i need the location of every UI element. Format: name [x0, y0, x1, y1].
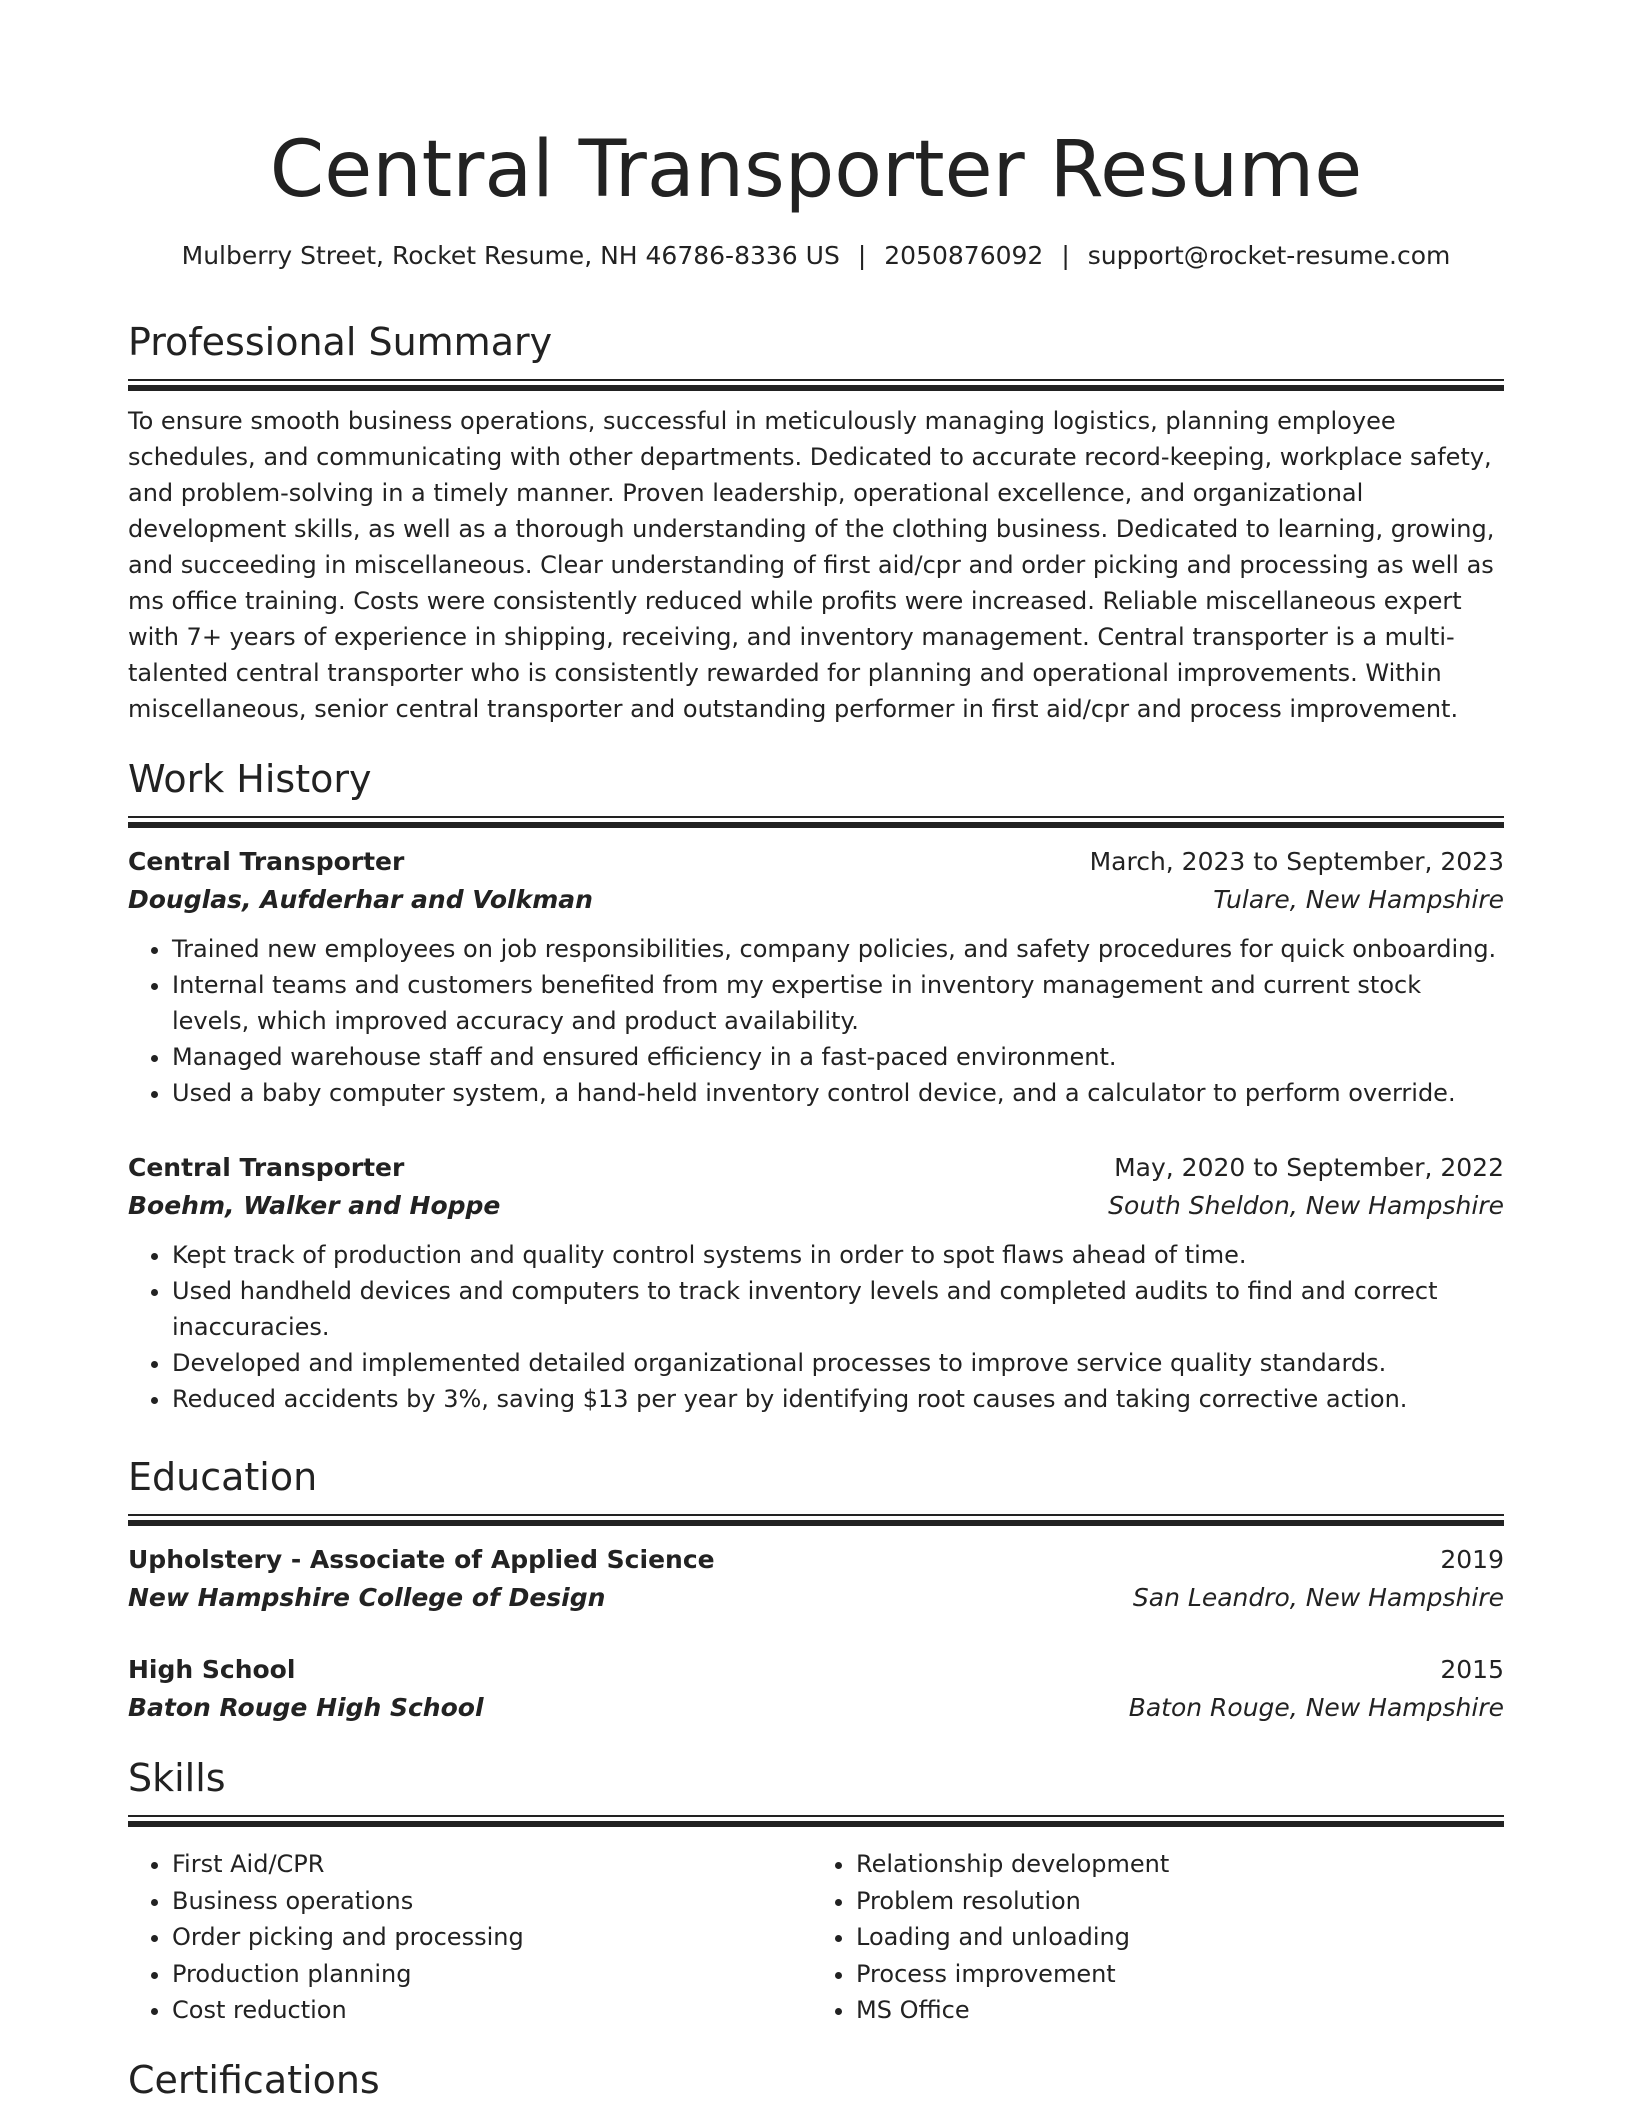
education-entry	[128, 1651, 1504, 1727]
job-location: South Sheldon, New Hampshire	[1108, 1191, 1504, 1220]
education-header	[128, 1651, 1504, 1689]
skill-item: • Relationship development	[856, 1846, 1496, 1883]
job-header	[128, 1149, 1504, 1187]
education-header	[128, 1541, 1504, 1579]
section-work-history	[128, 754, 1504, 830]
job-title: Central Transporter	[128, 1153, 405, 1182]
job-dates: May, 2020 to September, 2022	[1114, 1153, 1504, 1182]
job-bullet-list	[128, 931, 1504, 1111]
education-location: Baton Rouge, New Hampshire	[1128, 1693, 1504, 1722]
list-item: • Internal teams and customers benefited from my expertise in inventory management and current stock levels, which improved accuracy and product availability.	[172, 967, 1504, 1039]
job-subheader	[128, 881, 1504, 919]
education-school: New Hampshire College of Design	[128, 1583, 606, 1612]
job-entry	[128, 1149, 1504, 1417]
section-heading: Professional Summary	[128, 320, 553, 364]
contact-separator: |	[857, 241, 867, 270]
education-subheader	[128, 1689, 1504, 1727]
section-heading: Certifications	[128, 2058, 380, 2102]
skills-columns	[128, 1846, 1504, 2029]
education-degree: High School	[128, 1655, 296, 1684]
section-heading: Work History	[128, 757, 372, 801]
contact-line	[128, 238, 1504, 274]
contact-address: Mulberry Street, Rocket Resume, NH 46786-8336 US	[181, 241, 840, 270]
section-skills	[128, 1753, 1504, 1829]
section-divider	[128, 379, 1504, 393]
resume-title: Central Transporter Resume	[269, 125, 1363, 215]
skill-item: • First Aid/CPR	[172, 1846, 812, 1883]
list-item: • Used a baby computer system, a hand-held inventory control device, and a calculator to perform override.	[172, 1075, 1504, 1111]
section-education	[128, 1452, 1504, 1528]
section-professional-summary	[128, 317, 1504, 727]
list-item: • Kept track of production and quality control systems in order to spot flaws ahead of time.	[172, 1237, 1504, 1273]
section-divider	[128, 1815, 1504, 1829]
section-heading: Education	[128, 1455, 318, 1499]
skill-item: • MS Office	[856, 1992, 1496, 2029]
list-item: • Developed and implemented detailed organizational processes to improve service quality standards.	[172, 1345, 1504, 1381]
skills-list-left	[128, 1846, 812, 2029]
job-company: Boehm, Walker and Hoppe	[128, 1191, 501, 1220]
education-year: 2019	[1440, 1545, 1504, 1574]
skill-item: • Order picking and processing	[172, 1919, 812, 1956]
list-item: • Trained new employees on job responsibilities, company policies, and safety procedures for quick onboarding.	[172, 931, 1504, 967]
skill-item: • Cost reduction	[172, 1992, 812, 2029]
education-subheader	[128, 1579, 1504, 1617]
list-item: • Used handheld devices and computers to track inventory levels and completed audits to find and correct inaccuracies.	[172, 1273, 1504, 1345]
section-divider	[128, 1514, 1504, 1528]
job-header	[128, 843, 1504, 881]
contact-separator: |	[1061, 241, 1070, 270]
section-certifications	[128, 2055, 1504, 2105]
skill-item: • Business operations	[172, 1883, 812, 1920]
job-entry	[128, 843, 1504, 1111]
section-divider	[128, 816, 1504, 830]
job-dates: March, 2023 to September, 2023	[1089, 847, 1504, 876]
job-location: Tulare, New Hampshire	[1213, 885, 1504, 914]
education-entry	[128, 1541, 1504, 1617]
education-school: Baton Rouge High School	[128, 1693, 484, 1722]
education-degree: Upholstery - Associate of Applied Science	[128, 1545, 715, 1574]
summary-text: To ensure smooth business operations, successful in meticulously managing logistics, planning employee schedules, and communicating with other departments. Dedicated to accurate record-keeping, workplace safety, and problem-solving in a timely manner. Proven leadership, operational excellence, and organizational development skills, as well as a thorough understanding of the clothing business. Dedicated to learning, growing, and succeeding in miscellaneous. Clear understanding of first aid/cpr and order picking and processing as well as ms office training. Costs were consistently reduced while profits were increased. Reliable miscellaneous expert with 7+ years of experience in shipping, receiving, and inventory management. Central transporter is a multi-talented central transporter who is consistently rewarded for planning and operational improvements. Within miscellaneous, senior central transporter and outstanding performer in first aid/cpr and process improvement.	[128, 407, 1495, 723]
skill-item: • Process improvement	[856, 1956, 1496, 1993]
job-subheader	[128, 1187, 1504, 1225]
contact-phone: 2050876092	[884, 241, 1044, 270]
job-bullet-list	[128, 1237, 1504, 1417]
section-heading: Skills	[128, 1756, 226, 1800]
skill-item: • Problem resolution	[856, 1883, 1496, 1920]
list-item: • Reduced accidents by 3%, saving $13 per year by identifying root causes and taking corrective action.	[172, 1381, 1504, 1417]
education-location: San Leandro, New Hampshire	[1132, 1583, 1504, 1612]
skill-item: • Loading and unloading	[856, 1919, 1496, 1956]
job-title: Central Transporter	[128, 847, 405, 876]
contact-email[interactable]: support@rocket-resume.com	[1087, 241, 1451, 270]
skills-list-right	[812, 1846, 1496, 2029]
education-year: 2015	[1440, 1655, 1504, 1684]
job-company: Douglas, Aufderhar and Volkman	[128, 885, 593, 914]
list-item: • Managed warehouse staff and ensured efficiency in a fast-paced environment.	[172, 1039, 1504, 1075]
skill-item: • Production planning	[172, 1956, 812, 1993]
